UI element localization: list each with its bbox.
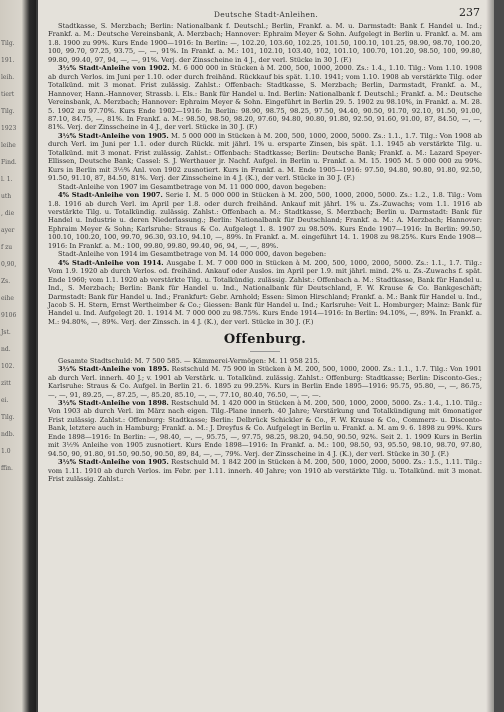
paragraph-p2 (48, 64, 482, 132)
paragraph-p6 (48, 250, 482, 258)
paragraph-lead: 3½% Stadt-Anleihe von 1902. (58, 64, 170, 73)
paragraph-text: Stadt-Anleihe von 1914 im Gesamtbetrage von M. 14 000 000, davon begeben: (58, 250, 327, 259)
paragraph-text: M. 6 000 000 in Stücken à M. 200, 500, 1000, 2000. Zs.: 1.4., 1.10. Tilg.: Vom 1.10. 1908 ab durch Verlos. im Juni per 1.10. oder durch freihänd. Rückkauf bis spät. 1.10. 1941; vom 1.10. 1908 ab verstärkte Tilg. oder Totalkünd. mit 3 monat. Frist zulässig. Zahlst.: Offenbach: Stadtkasse, S. Merzbach; Berlin, Darmstadt, Frankf. a. M., Hannover, Hann.-Hannover, Strassb. i. Els.: Bank für Handel u. Ind. Berlin: Nationalbank f. Deutschl.; Frankf. a. M.: Deutsche Vereinsbank, A. Merzbach; Hannover: Ephraim Meyer & Sohn. Eingeführt in Berlin 29. 5. 1902 zu 98.10%, in Frankf. a. M. 28. 5. 1902 zu 97.70%. Kurs Ende 1902—1916: In Berlin: 98.90, 98.75, 98.25, 97.50, 94.40, 90.50, 91.70, 92.10, 91.50, 91.00, 87.10, 84.75, —, 81%. In Frankf. a. M.: 98.50, 98.50, 98.20, 97.60, 94.80, 90.80, 91.80, 92.50, 91.60, 91.00, 87, 84.50, —, —, 81%. Verj. der Zinsscheine in 4 J., der verl. Stücke in 30 J. (F.) (48, 64, 482, 132)
margin-fragment: zitt (1, 380, 11, 387)
paragraph-p7 (48, 259, 482, 327)
paragraph-lead: 4% Stadt-Anleihe von 1907. (58, 191, 163, 200)
margin-fragment: 0,90, (1, 261, 17, 268)
paragraph-text: Restschuld M. 75 900 in Stücken à M. 200, 500, 1000, 2000. Zs.: 1.1., 1.7. Tilg.: Von 1901 ab durch Verl. innerh. 40 J.; v. 1901 ab Verstärk. u. Totalkünd. zulässig. Zahlst.: Offenburg: Stadtkasse; Berlin: Disconto-Ges.; Karlsruhe: Straus & Co. Aufgel. in Berlin 21. 6. 1895 zu 99.25%. Kurs in Berlin Ende 1895—1916: 95.75, 95.80, —, —, 86.75, —, —, 91, 89.25, —, 87.25, —, 85.20, 85.10, —, —, 77.10, 80.40, 76.50, —, —, —. (48, 365, 482, 399)
page-number: 237 (459, 6, 480, 19)
running-title: Deutsche Stadt-Anleihen. (213, 10, 319, 19)
document-page (38, 0, 494, 712)
margin-fragment: leihe (1, 142, 16, 149)
paragraph-text: M. 5 000 000 in Stücken à M. 200, 500, 1000, 2000, 5000. Zs.: 1.1., 1.7. Tilg.: Von 1908 ab durch Verl. im Juni per 1.1. oder durch Rückk. mit jährl. 1% u. ersparte Zinsen, bis spät. 1.1. 1945 ab verstärkte Tilg. u. Totalkünd. mit 3 monat. Frist zulässig. Zahlst.: Offenbach: Stadtkasse; Berlin: Deutsche Bank; Frankf. a. M.: Lazard Speyer-Ellissen, Deutsche Bank; Cassel: S. J. Werthauer jr. Nachf. Aufgel. in Berlin u. Frankf. a. M. 15. 1905 M. 5 000 000 zu 99%. Kurs in Berlin mit 3½% Anl. von 1902 zusnotiert. Kurs in Frankf. a. M. Ende 1905—1916: 97.50, 94.80, 90.80, 91.80, 92.50, 91.50, 91.10, 87, 84.50, 81%. Verj. der Zinsscheine in 4 J. (K.), der verl. Stücke in 30 J. (F.) (48, 131, 482, 183)
paragraph-text: Gesamte Stadtschuld: M. 7 500 585. — Kämmerei-Vermögen: M. 11 958 215. (58, 356, 320, 365)
paragraph-lead: 3½% Stadt-Anleihe von 1905. (58, 131, 169, 140)
margin-fragment: ndb. (1, 431, 15, 438)
paragraph-p3 (48, 132, 482, 183)
paragraph-q3 (48, 399, 482, 458)
margin-fragment: l. 1. (1, 176, 13, 183)
margin-fragment: 191. (1, 57, 15, 64)
margin-fragment: 102. (1, 363, 15, 370)
paragraph-text: Restschuld M. 1 420 000 in Stücken à M. 200, 500, 1000, 2000, 5000. Zs.: 1.4., 1.10. Tilg.: Von 1903 ab durch Verl. im März nach eigen. Tilg.-Plane innerh. 40 Jahre; Verstärkung und Totalkündigung mit 6monatiger Frist zulässig. Zahlst.: Offenburg: Stadtkasse; Berlin: Delbrück Schickler & Co., F. W. Krause & Co., Commerz- u. Disconto-Bank, letztere auch in Hamburg; Frankf. a. M.: J. Dreyfus & Co. Aufgelegt in Berlin u. Frankf. a. M. am 9. 6. 1898 zu 99%. Kurs Ende 1898—1916: In Berlin: —, 98.40, —, —, 95.75, —, 97.75, 98.25, 98.20, 94.50, 90.50, 92%. Seit 2. 1. 1909 Kurs in Berlin mit 3½% Anleihe von 1905 zusnotiert. Kurs Ende 1898—1916: In Frankf. a. M.: 100, 98.50, 93, 95.50, 98.10, 98.70, 97.80, 94.50, 90, 91.80, 91.50, 90.50, 90.50, 89, 84, —, —, 79%. Verj. der Zinsscheine in 4 J. (K.), der verl. Stücke in 30 J. (F.) (48, 399, 482, 458)
margin-fragment: , die (1, 210, 15, 217)
page-body (38, 22, 494, 484)
margin-fragment: Zs. (1, 278, 11, 285)
paragraphs-top (48, 22, 482, 326)
margin-fragment: ffin. (1, 465, 13, 472)
margin-fragment: nd. (1, 346, 11, 353)
margin-fragment: Find. (1, 159, 17, 166)
paragraph-lead: 3½% Stadt-Anleihe von 1905. (58, 458, 169, 467)
paragraph-q4 (48, 458, 482, 483)
paragraph-text: Stadtkasse, S. Merzbach; Berlin: Nationalbank f. Deutschl.; Berlin, Frankf. a. M. u. Darmstadt: Bank f. Handel u. Ind.; Frankf. a. M.: Deutsche Vereinsbank, A. Merzbach; Hannover: Ephraim Meyer & Sohn. Aufgelegt in Berlin u. Frankf. a. M. am 1.8. 1900 zu 99%. Kurs Ende 1900—1916: In Berlin: —, 102.20, 103.60, 102.25, 101.50, 100.10, 101.25, 98.90, 98.70, 100.20, 100, 99.70, 97.25, 93.75, —, —, 91%. In Frankf. a. M.: 101, 102.10, 103.40, 102, 101.10, 100.70, 101.20, 98.50, 100, 99.80, 99.80, 99.40, 97, 94, —, —, 91%. Verj. der Zinsscheine in 4 J., der verl. Stücke in 30 J. (F.) (48, 22, 482, 64)
paragraph-q2 (48, 365, 482, 399)
paragraph-lead: 3½% Stadt-Anleihe von 1895. (58, 365, 170, 374)
paragraph-p4 (48, 183, 482, 191)
section-title: Offenburg. (223, 332, 307, 348)
paragraph-text: Ausgabe I. M. 7 000 000 in Stücken à M. 200, 500, 1000, 2000, 5000. Zs.: 1.1., 1.7. Tilg.: Vom 1.9. 1920 ab durch Verlos. od. freihänd. Ankauf oder Auslos. im April per 1.9. mit jährl. mind. 2% u. Zs.-Zuwachs f. spät. Ende 1960; vom 1.1. 1920 ab verstärkte Tilg. u. Totalkündig. zulässig. Zahlst.: Offenbach a. M.: Stadtkasse, Bank für Handel u. Ind., S. Merzbach; Berlin: Bank für Handel u. Ind., Nationalbank für Deutschland, F. W. Krause & Co. Bankgeschäft; Darmstadt: Bank für Handel u. Ind.; Frankfurt: Gebr. Arnhold; Essen: Simon Hirschland; Frankf. a. M.: Bank für Handel u. Ind., Jacob S. H. Stern, Ernst Wertheimber & Co.; Giessen: Bank für Handel u. Ind.; Karlsruhe: Veit L. Homburger; Mainz: Bank für Handel u. Ind. Aufgelegt 20. 1. 1914 M. 7 000 000 zu 98.75%. Kurs Ende 1914—1916: In Berlin: 94.10%, —, 89%. In Frankf. a. M.: 94.80%, —, 89%. Verj. der Zinssch. in 4 J. (K.), der verl. Stücke in 30 J. (F.) (48, 258, 482, 326)
margin-fragment: tiert (1, 91, 15, 98)
margin-fragment: Jst. (1, 329, 11, 336)
margin-fragment: Tilg. (1, 414, 15, 421)
margin-fragment: f zu (1, 244, 13, 251)
margin-fragment: Tilg. (1, 108, 15, 115)
paragraph-text: Restschuld M. 1 842 200 in Stücken à M. 200, 500, 1000, 2000, 5000. Zs.: 1.5., 1.11. Tilg.: vom 1.11. 1910 ab durch Verlos. im Febr. per 1.11. innerh. 40 Jahre; von 1910 ab verstärkte Tilg. u. Totalkünd. mit 3 monat. Frist zulässig. Zahlst.: (48, 458, 482, 484)
paragraph-lead: 4% Stadt-Anleihe von 1914. (58, 258, 164, 267)
margin-fragment: eihe (1, 295, 14, 302)
paragraph-lead: 3½% Stadt-Anleihe von 1898. (58, 399, 169, 408)
adjacent-page-fragments (0, 0, 30, 712)
paragraph-text: Stadt-Anleihe von 1907 im Gesamtbetrage von M. 11 000 000, davon begeben: (58, 182, 327, 191)
margin-fragment: ayer (1, 227, 15, 234)
margin-fragment: leih. (1, 74, 15, 81)
margin-fragment: 9106 (1, 312, 17, 319)
paragraph-p5 (48, 191, 482, 250)
paragraph-p1 (48, 22, 482, 64)
margin-fragment: 1923 (1, 125, 17, 132)
paragraph-q1 (48, 357, 482, 365)
margin-fragment: 1.0 (1, 448, 11, 455)
paragraphs-bottom (48, 357, 482, 484)
page-header (38, 0, 494, 22)
margin-fragment: uth (1, 193, 12, 200)
scan-edge-right (494, 0, 504, 712)
margin-fragment: ei. (1, 397, 9, 404)
margin-fragment: Tilg. (1, 40, 15, 47)
paragraph-text: Serie I. M. 5 000 000 in Stücken à M. 200, 500, 1000, 2000, 5000. Zs.: 1.2., 1.8. Tilg.: Vom 1.8. 1916 ab durch Verl. im April per 1.8. oder durch freihänd. Ankauf mit jährl. 1% u. Zs.-Zuwachs; vom 1.1. 1916 ab verstärkte Tilg. u. Totalkündig. zulässig. Zahlst.: Offenbach a. M.: Stadtkasse, S. Merzbach; Berlin u. Darmstadt: Bank für Handel u. Industrie u. deren Niederlassung.; Berlin: Nationalbank für Deutschland; Frankf. a. M.: A. Merzbach; Hannover: Ephraim Meyer & Sohn; Karlsruhe: Straus & Co. Aufgelegt 1. 8. 1907 zu 98.50%. Kurs Ende 1907—1916: In Berlin: 99.50, 100.10, 100.20, 100, 99.70, 96.30, 93.10, 94.10, —, 89%. In Frankf. a. M. eingeführt 14. 1. 1908 zu 98.25%. Kurs Ende 1908—1916: In Frankf. a. M.: 100, 99.80, 99.80, 99.40, 96, 94, —, —, 89%. (48, 191, 483, 250)
section-rule (250, 351, 280, 352)
